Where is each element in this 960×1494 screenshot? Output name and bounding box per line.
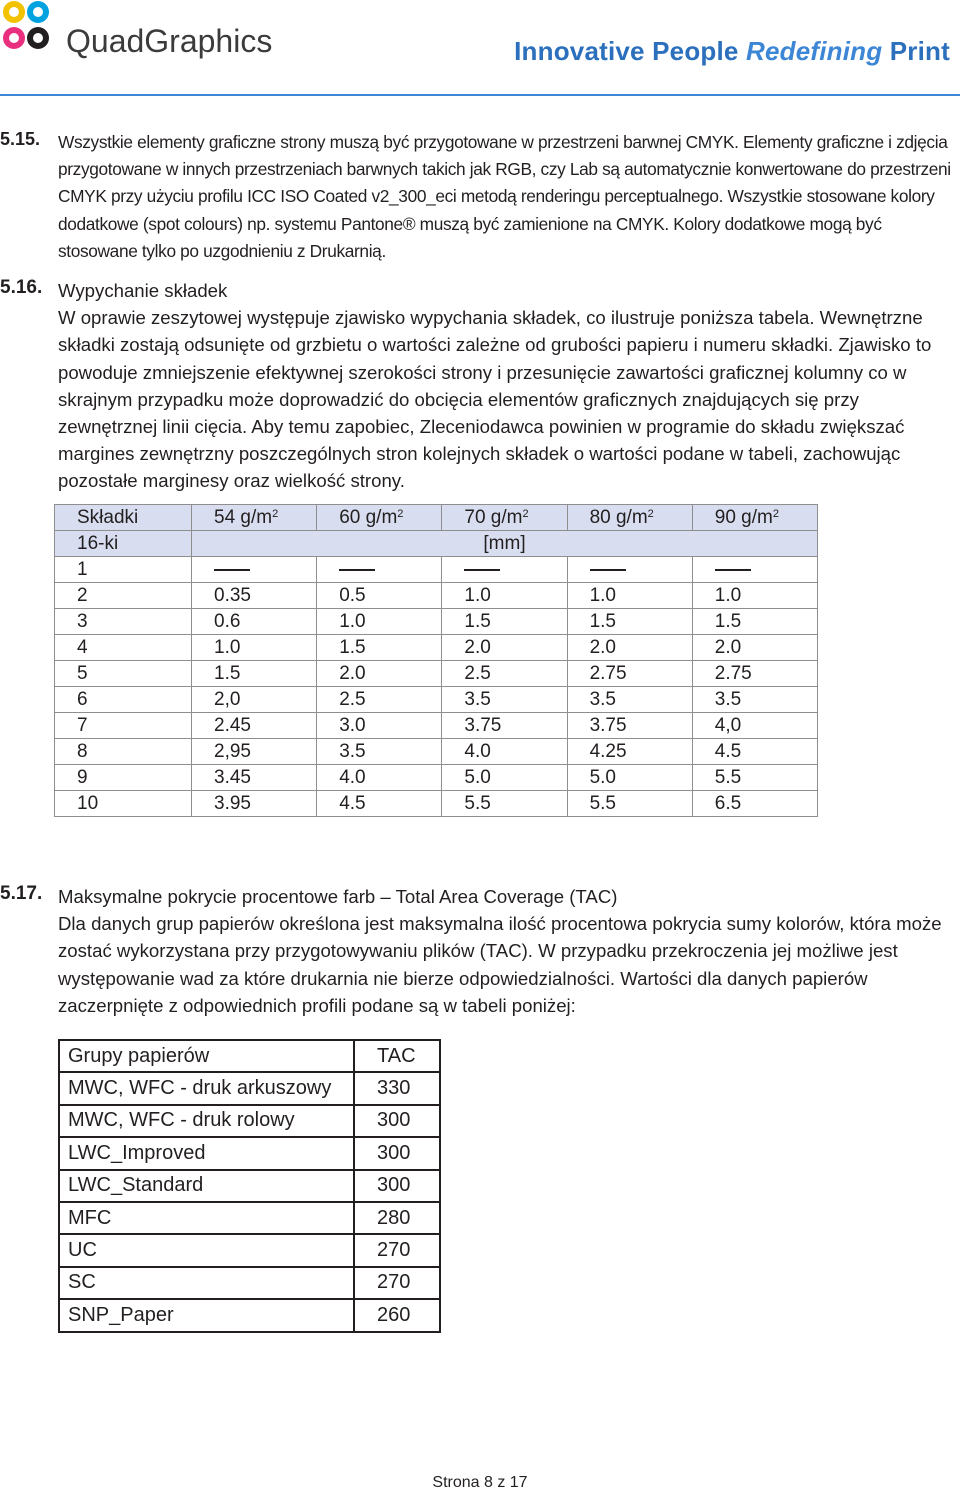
table-row bbox=[55, 713, 818, 739]
section-title: Maksymalne pokrycie procentowe farb – Total Area Coverage (TAC) bbox=[58, 886, 618, 907]
table-cell: 1.5 bbox=[317, 635, 442, 661]
table-row bbox=[59, 1072, 440, 1104]
table-row bbox=[55, 635, 818, 661]
table-cell: 2,95 bbox=[192, 739, 317, 765]
table-cell: 5.0 bbox=[442, 765, 567, 791]
section-body bbox=[58, 277, 952, 495]
table-cell: 4.25 bbox=[567, 739, 692, 765]
tac-value: 300 bbox=[354, 1105, 440, 1137]
unit-label: [mm] bbox=[192, 531, 818, 557]
table-cell: 1.0 bbox=[192, 635, 317, 661]
grammage-header: 80 $g/m^2$ bbox=[567, 505, 692, 531]
table-unit-row bbox=[55, 531, 818, 557]
table-cell: 3.5 bbox=[692, 687, 817, 713]
table-cell bbox=[442, 557, 567, 583]
table-cell: 3.75 bbox=[442, 713, 567, 739]
section-title: Wypychanie składek bbox=[58, 280, 228, 301]
paper-group: MWC, WFC - druk arkuszowy bbox=[59, 1072, 354, 1104]
grammage-header: 90 $g/m^2$ bbox=[692, 505, 817, 531]
table-row bbox=[59, 1105, 440, 1137]
row-label: 2 bbox=[55, 583, 192, 609]
table-row bbox=[55, 661, 818, 687]
grammage-header: 70 $g/m^2$ bbox=[442, 505, 567, 531]
row-label: 4 bbox=[55, 635, 192, 661]
table-body bbox=[55, 557, 818, 817]
table-cell: 6.5 bbox=[692, 791, 817, 817]
table-cell: 3.45 bbox=[192, 765, 317, 791]
table-cell bbox=[192, 557, 317, 583]
table-cell: 4.5 bbox=[317, 791, 442, 817]
paper-group: LWC_Standard bbox=[59, 1170, 354, 1202]
table-cell: 0.35 bbox=[192, 583, 317, 609]
corner-bottom: 16-ki bbox=[55, 531, 192, 557]
table-cell: 4.5 bbox=[692, 739, 817, 765]
table-row bbox=[59, 1202, 440, 1234]
table-row bbox=[55, 557, 818, 583]
row-label: 3 bbox=[55, 609, 192, 635]
section-text: Wszystkie elementy graficzne strony muszą być przygotowane w przestrzeni barwnej CMYK. Elementy graficzne i zdjęcia przygotowane w innych przestrzeniach barwnych takich jak RGB, czy Lab są automatycznie konwertowane do przestrzeni CMYK przy użyciu profilu ICC ISO Coated v2_300_eci metodą renderingu perceptualnego. Wszystkie stosowane kolory dodatkowe (spot colours) np. systemu Pantone® muszą być zamienione na CMYK. Kolory dodatkowe mogą być stosowane tylko po uzgodnieniu z Drukarnią. bbox=[58, 132, 951, 261]
table-row bbox=[59, 1137, 440, 1169]
table-cell: 3.95 bbox=[192, 791, 317, 817]
table-cell: 1.0 bbox=[442, 583, 567, 609]
row-label: 9 bbox=[55, 765, 192, 791]
table-cell: 1.5 bbox=[192, 661, 317, 687]
table-cell: 1.0 bbox=[317, 609, 442, 635]
table-row bbox=[55, 791, 818, 817]
row-label: 1 bbox=[55, 557, 192, 583]
row-label: 6 bbox=[55, 687, 192, 713]
table-cell: 2.75 bbox=[567, 661, 692, 687]
table-cell: 2.45 bbox=[192, 713, 317, 739]
table-cell: 1.5 bbox=[567, 609, 692, 635]
table-header-row bbox=[55, 505, 818, 531]
paper-group: MWC, WFC - druk rolowy bbox=[59, 1105, 354, 1137]
table-cell bbox=[692, 557, 817, 583]
tac-value: 270 bbox=[354, 1234, 440, 1266]
table-cell: 0.6 bbox=[192, 609, 317, 635]
table-cell: 3.5 bbox=[567, 687, 692, 713]
table-cell: 4.0 bbox=[442, 739, 567, 765]
tac-value: 330 bbox=[354, 1072, 440, 1104]
signature-shift-table bbox=[54, 504, 818, 817]
page-number: Strona 8 z 17 bbox=[432, 1474, 528, 1491]
svg-text:QuadGraphics: QuadGraphics bbox=[66, 23, 273, 59]
dash-mark bbox=[214, 569, 250, 571]
table-row bbox=[55, 687, 818, 713]
table-cell: 1.0 bbox=[692, 583, 817, 609]
table-cell: 1.5 bbox=[442, 609, 567, 635]
grammage-header: 60 $g/m^2$ bbox=[317, 505, 442, 531]
table-row bbox=[55, 609, 818, 635]
grammage-header: 54 $g/m^2$ bbox=[192, 505, 317, 531]
tac-value: 300 bbox=[354, 1137, 440, 1169]
table-cell: 2.75 bbox=[692, 661, 817, 687]
table-cell: 4,0 bbox=[692, 713, 817, 739]
dash-mark bbox=[715, 569, 751, 571]
header-tagline: Innovative People Redefining Print bbox=[514, 36, 950, 66]
table-cell: 3.5 bbox=[317, 739, 442, 765]
table-cell: 5.0 bbox=[567, 765, 692, 791]
table-header-row bbox=[59, 1040, 440, 1072]
table-cell: 4.0 bbox=[317, 765, 442, 791]
quadgraphics-logo bbox=[0, 0, 275, 64]
header-divider bbox=[0, 94, 960, 96]
row-label: 7 bbox=[55, 713, 192, 739]
table-cell: 5.5 bbox=[442, 791, 567, 817]
dash-mark bbox=[590, 569, 626, 571]
table-cell: 1.0 bbox=[567, 583, 692, 609]
table-row bbox=[59, 1267, 440, 1299]
tac-value: 280 bbox=[354, 1202, 440, 1234]
table-row bbox=[59, 1234, 440, 1266]
table-row bbox=[55, 765, 818, 791]
dash-mark bbox=[339, 569, 375, 571]
table-cell: 0.5 bbox=[317, 583, 442, 609]
header-cell: Grupy papierów bbox=[59, 1040, 354, 1072]
paper-group: MFC bbox=[59, 1202, 354, 1234]
corner-top: Składki bbox=[55, 505, 192, 531]
table-cell bbox=[567, 557, 692, 583]
section-body bbox=[58, 883, 952, 1019]
table-row bbox=[59, 1170, 440, 1202]
table-row bbox=[55, 583, 818, 609]
tac-value: 300 bbox=[354, 1170, 440, 1202]
table-cell: 3.75 bbox=[567, 713, 692, 739]
section-number: 5.16. bbox=[0, 277, 43, 298]
section-number: 5.15. bbox=[0, 129, 41, 149]
table-row bbox=[59, 1299, 440, 1331]
table-cell: 3.0 bbox=[317, 713, 442, 739]
table-cell: 2.5 bbox=[442, 661, 567, 687]
section-text: Dla danych grup papierów określona jest maksymalna ilość procentowa pokrycia sumy kolorów, która może zostać wykorzystana przy przygotowywaniu plików (TAC). W przypadku przekroczenia jej możliwe jest występowanie wad za które drukarnia nie bierze odpowiedzialności. Wartości dla danych papierów zaczerpnięte z odpowiednich profili podane są w tabeli poniżej: bbox=[58, 913, 942, 1016]
table-cell bbox=[317, 557, 442, 583]
row-label: 8 bbox=[55, 739, 192, 765]
table-cell: 2.0 bbox=[317, 661, 442, 687]
section-number: 5.17. bbox=[0, 883, 43, 904]
header-cell: TAC bbox=[354, 1040, 440, 1072]
row-label: 10 bbox=[55, 791, 192, 817]
table-cell: 5.5 bbox=[692, 765, 817, 791]
table-cell: 1.5 bbox=[692, 609, 817, 635]
table-cell: 2.0 bbox=[692, 635, 817, 661]
table-cell: 5.5 bbox=[567, 791, 692, 817]
table-cell: 2.0 bbox=[442, 635, 567, 661]
paper-group: UC bbox=[59, 1234, 354, 1266]
row-label: 5 bbox=[55, 661, 192, 687]
tac-value: 260 bbox=[354, 1299, 440, 1331]
table-cell: 2,0 bbox=[192, 687, 317, 713]
paper-group: SC bbox=[59, 1267, 354, 1299]
table-cell: 3.5 bbox=[442, 687, 567, 713]
table-cell: 2.0 bbox=[567, 635, 692, 661]
section-text: W oprawie zeszytowej występuje zjawisko wypychania składek, co ilustruje poniższa tabela. Wewnętrzne składki zostają odsunięte od grzbietu o wartości zależne od grubości papieru i numeru składki. Zjawisko to powoduje zmniejszenie efektywnej szerokości strony i przesunięcie zawartości graficznej kolumny co w skrajnym przypadku może doprowadzić do obcięcia elementów graficznych znajdujących się przy zewnętrznej linii cięcia. Aby temu zapobiec, Zleceniodawca powinien w programie do składu zwiększać margines zewnętrzny poszczególnych stron kolejnych składek o wartości podane w tabeli, zachowując pozostałe marginesy oraz wielkość strony. bbox=[58, 307, 932, 492]
table-row bbox=[55, 739, 818, 765]
paper-group: SNP_Paper bbox=[59, 1299, 354, 1331]
table-cell: 2.5 bbox=[317, 687, 442, 713]
paper-group: LWC_Improved bbox=[59, 1137, 354, 1169]
tac-value: 270 bbox=[354, 1267, 440, 1299]
tac-table bbox=[58, 1039, 441, 1333]
dash-mark bbox=[464, 569, 500, 571]
